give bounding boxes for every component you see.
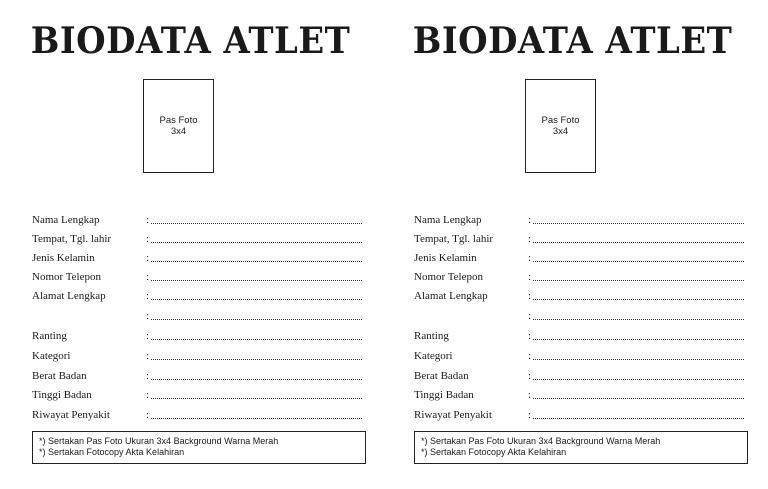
- field-colon: :: [528, 271, 532, 283]
- fill-in-line[interactable]: [533, 261, 744, 262]
- photo-size: 3x4: [552, 126, 569, 137]
- field-colon: :: [146, 409, 150, 421]
- form-field-row: [32, 214, 362, 228]
- field-colon: :: [146, 252, 150, 264]
- field-label: Nama Lengkap: [32, 214, 100, 226]
- field-label: Kategori: [32, 350, 71, 362]
- fill-in-line[interactable]: [151, 261, 362, 262]
- field-colon: :: [146, 370, 150, 382]
- form-field-row: [32, 290, 362, 304]
- photo-label: Pas Foto: [541, 115, 580, 126]
- form-field-row: [414, 252, 744, 266]
- field-colon: :: [146, 330, 150, 342]
- biodata-form-right: [400, 0, 768, 489]
- fill-in-line[interactable]: [151, 242, 362, 243]
- field-colon: :: [146, 271, 150, 283]
- field-label: Nomor Telepon: [32, 271, 101, 283]
- photo-size: 3x4: [170, 126, 187, 137]
- note-line: *) Sertakan Fotocopy Akta Kelahiran: [421, 447, 567, 457]
- field-label: Nama Lengkap: [414, 214, 482, 226]
- field-colon: :: [528, 370, 532, 382]
- fill-in-line[interactable]: [151, 339, 362, 340]
- field-colon: :: [146, 214, 150, 226]
- biodata-form-left: [18, 0, 388, 489]
- field-label: Alamat Lengkap: [32, 290, 106, 302]
- notes-box: [32, 431, 366, 464]
- photo-placeholder: [525, 79, 596, 173]
- form-field-row: [414, 330, 744, 344]
- photo-placeholder: [143, 79, 214, 173]
- field-label: Kategori: [414, 350, 453, 362]
- field-colon: :: [528, 214, 532, 226]
- fill-in-line[interactable]: [533, 398, 744, 399]
- form-field-row: [32, 370, 362, 384]
- form-field-row: [32, 310, 362, 324]
- form-field-row: [414, 214, 744, 228]
- form-field-row: [414, 409, 744, 423]
- form-title: BIODATA ATLET: [412, 20, 733, 62]
- field-colon: :: [528, 233, 532, 245]
- form-field-row: [32, 409, 362, 423]
- fill-in-line[interactable]: [151, 299, 362, 300]
- form-title: BIODATA ATLET: [30, 20, 351, 62]
- field-colon: :: [528, 350, 532, 362]
- field-colon: :: [528, 252, 532, 264]
- field-label: Alamat Lengkap: [414, 290, 488, 302]
- field-label: Riwayat Penyakit: [32, 409, 110, 421]
- form-field-row: [32, 233, 362, 247]
- form-field-row: [414, 271, 744, 285]
- form-field-row: [414, 310, 744, 324]
- field-label: Tempat, Tgl. lahir: [32, 233, 112, 245]
- fill-in-line[interactable]: [151, 379, 362, 380]
- form-field-row: [32, 330, 362, 344]
- fill-in-line[interactable]: [151, 223, 362, 224]
- fill-in-line[interactable]: [533, 339, 744, 340]
- field-label: Berat Badan: [32, 370, 87, 382]
- field-colon: :: [528, 330, 532, 342]
- field-label: Jenis Kelamin: [414, 252, 477, 264]
- field-colon: :: [528, 409, 532, 421]
- field-colon: :: [146, 290, 150, 302]
- fill-in-line[interactable]: [533, 280, 744, 281]
- field-colon: :: [146, 389, 150, 401]
- notes-box: [414, 431, 748, 464]
- form-field-row: [414, 233, 744, 247]
- field-colon: :: [146, 350, 150, 362]
- form-field-row: [32, 252, 362, 266]
- note-line: *) Sertakan Fotocopy Akta Kelahiran: [39, 447, 185, 457]
- field-label: Berat Badan: [414, 370, 469, 382]
- field-label: Tempat, Tgl. lahir: [414, 233, 494, 245]
- fill-in-line[interactable]: [533, 418, 744, 419]
- field-colon: :: [528, 290, 532, 302]
- form-field-row: [414, 350, 744, 364]
- fill-in-line[interactable]: [533, 223, 744, 224]
- photo-label: Pas Foto: [159, 115, 198, 126]
- form-field-row: [32, 389, 362, 403]
- fill-in-line[interactable]: [151, 280, 362, 281]
- fill-in-line[interactable]: [533, 379, 744, 380]
- field-label: Tinggi Badan: [32, 389, 92, 401]
- fill-in-line[interactable]: [533, 242, 744, 243]
- fill-in-line[interactable]: [151, 359, 362, 360]
- field-colon: :: [528, 310, 532, 322]
- fill-in-line[interactable]: [151, 418, 362, 419]
- field-label: Riwayat Penyakit: [414, 409, 492, 421]
- fill-in-line[interactable]: [151, 398, 362, 399]
- field-label: Tinggi Badan: [414, 389, 474, 401]
- field-label: Ranting: [414, 330, 449, 342]
- form-field-row: [414, 370, 744, 384]
- fill-in-line[interactable]: [151, 319, 362, 320]
- field-label: Nomor Telepon: [414, 271, 483, 283]
- fill-in-line[interactable]: [533, 359, 744, 360]
- form-field-row: [414, 290, 744, 304]
- form-field-row: [414, 389, 744, 403]
- field-colon: :: [146, 233, 150, 245]
- form-field-row: [32, 271, 362, 285]
- field-label: Jenis Kelamin: [32, 252, 95, 264]
- field-label: Ranting: [32, 330, 67, 342]
- note-line: *) Sertakan Pas Foto Ukuran 3x4 Background Warna Merah: [421, 436, 661, 446]
- field-colon: :: [528, 389, 532, 401]
- note-line: *) Sertakan Pas Foto Ukuran 3x4 Background Warna Merah: [39, 436, 279, 446]
- fill-in-line[interactable]: [533, 299, 744, 300]
- form-field-row: [32, 350, 362, 364]
- field-colon: :: [146, 310, 150, 322]
- fill-in-line[interactable]: [533, 319, 744, 320]
